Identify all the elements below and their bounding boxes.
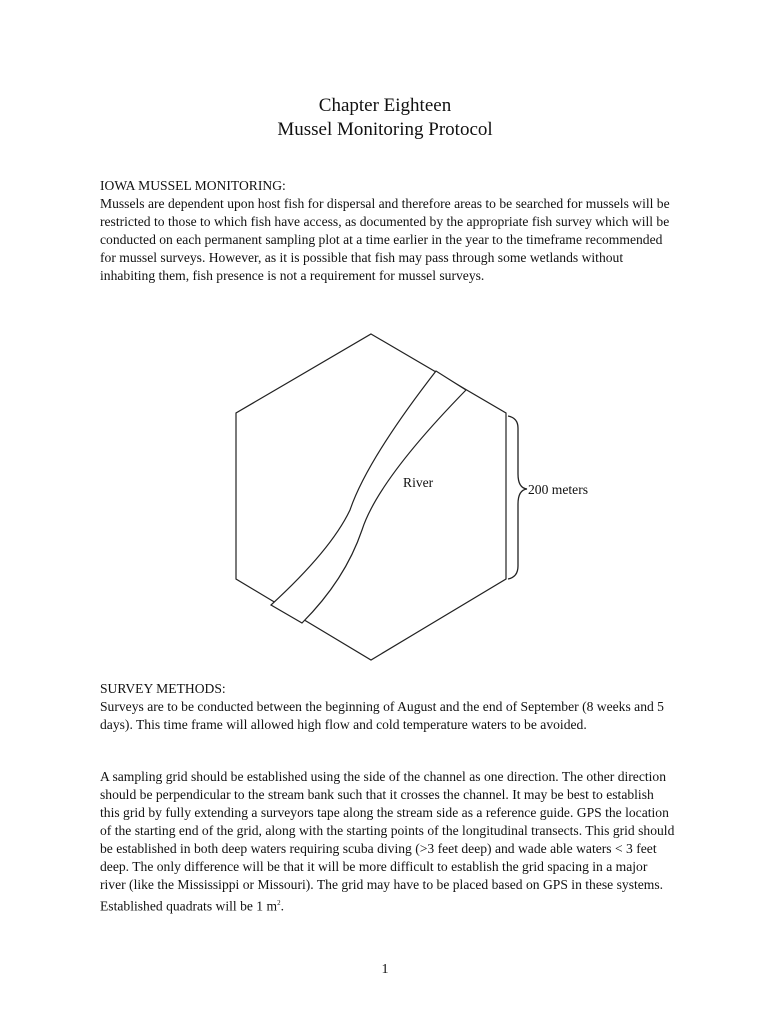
river-channel xyxy=(271,371,466,623)
area-superscript: 2 xyxy=(277,899,281,907)
sampling-plot-diagram xyxy=(0,320,770,670)
page-number: 1 xyxy=(381,962,389,977)
survey-methods-heading: SURVEY METHODS: xyxy=(100,681,226,696)
sampling-grid-body: A sampling grid should be established using the side of the channel as one direction. The other direction should be perpendicular to the stream bank such that it crosses the channel. It may be best to establish this grid by fully extending a surveyors tape along the stream side as a reference guide. GPS the location of the starting end of the grid, along with the starting points of the longitudinal transects. This grid should be established in both deep waters requiring scuba diving (>3 feet deep) and wade able waters < 3 feet deep. The only difference will be that it will be more difficult to establish the grid spacing in a major river (like the Mississippi or Missouri). The grid may have to be placed based on GPS in these systems. Established quadrats will be 1 m xyxy=(100,769,675,914)
scale-brace xyxy=(508,416,527,579)
survey-methods-section xyxy=(100,680,675,734)
scale-label: 200 meters xyxy=(528,482,589,497)
document-title: Mussel Monitoring Protocol xyxy=(277,119,493,140)
sentence-end: . xyxy=(280,898,284,914)
iowa-section xyxy=(100,177,675,285)
river-label: River xyxy=(403,475,434,490)
title-block xyxy=(0,94,770,142)
chapter-heading: Chapter Eighteen xyxy=(318,95,452,116)
survey-methods-body: Surveys are to be conducted between the beginning of August and the end of September (8 weeks and 5 days). This time frame will allowed high flow and cold temperature waters to be avoided. xyxy=(100,699,664,732)
sampling-grid-paragraph xyxy=(100,768,675,916)
sampling-grid-text xyxy=(100,768,675,916)
iowa-section-body: Mussels are dependent upon host fish for dispersal and therefore areas to be searched for mussels will be restricted to those to which fish have access, as documented by the appropriate fish survey which will be conducted on each permanent sampling plot at a time earlier in the year to the timeframe recommended for mussel surveys. However, as it is possible that fish may pass through some wetlands without inhabiting them, fish presence is not a requirement for mussel surveys. xyxy=(100,196,670,283)
iowa-section-heading: IOWA MUSSEL MONITORING: xyxy=(100,178,286,193)
